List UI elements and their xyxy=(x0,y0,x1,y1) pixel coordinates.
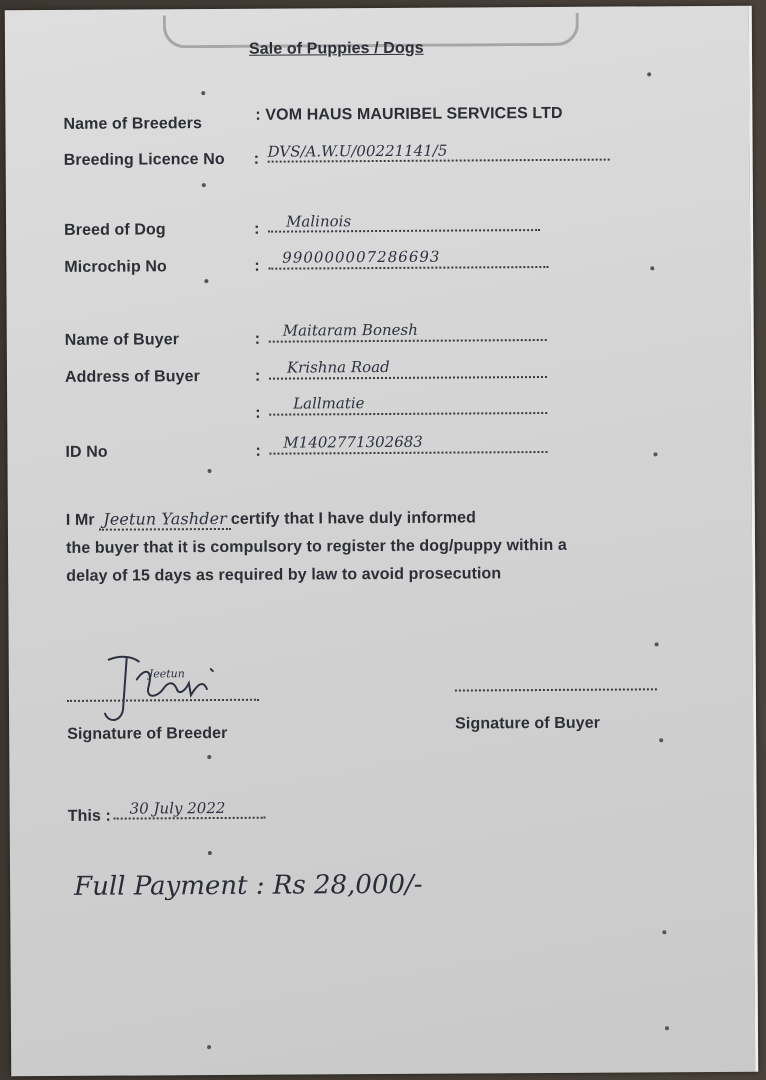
microchip-label: Microchip No xyxy=(64,258,167,276)
breed-value: Malinois xyxy=(285,212,352,231)
certify-line-1 xyxy=(66,502,706,535)
breed-label: Breed of Dog xyxy=(64,221,166,239)
date-dotted-line xyxy=(114,817,266,820)
paper-speck xyxy=(662,930,666,934)
document-sheet xyxy=(5,6,758,1077)
buyer-signature-label: Signature of Buyer xyxy=(455,714,601,733)
buyer-colon: : xyxy=(254,330,261,348)
address-label: Address of Buyer xyxy=(64,368,201,386)
paper-speck xyxy=(204,279,208,283)
microchip-value: 990000007286693 xyxy=(282,247,441,267)
certification-paragraph xyxy=(66,502,707,591)
paper-speck xyxy=(665,1026,669,1030)
id-value: M1402771302683 xyxy=(283,432,423,452)
breeder-signature-label: Signature of Breeder xyxy=(67,724,228,743)
paper-speck xyxy=(207,1045,211,1049)
payment-note: Full Payment : Rs 28,000/- xyxy=(74,869,423,902)
id-label: ID No xyxy=(65,443,108,461)
document-title: Sale of Puppies / Dogs xyxy=(248,39,424,58)
breeder-signature-text: Jeetun xyxy=(148,667,185,681)
licence-colon: : xyxy=(253,150,260,168)
paper-speck xyxy=(659,738,663,742)
address-colon-2: : xyxy=(255,404,261,422)
paper-speck xyxy=(201,91,205,95)
buyer-signature-line xyxy=(455,688,657,691)
buyer-dotted-line xyxy=(269,339,547,343)
breeder-label: Name of Breeders xyxy=(63,115,203,133)
address-dotted-line-1 xyxy=(269,376,547,380)
buyer-label: Name of Buyer xyxy=(64,331,180,349)
id-colon: : xyxy=(255,442,261,460)
certify-suffix: certify that I have duly informed xyxy=(230,509,477,528)
address-value-2: Lallmatie xyxy=(293,394,365,413)
address-colon: : xyxy=(254,367,261,385)
breed-colon: : xyxy=(254,220,260,238)
certify-prefix: I Mr xyxy=(65,511,95,529)
address-value-1: Krishna Road xyxy=(286,357,390,377)
licence-label: Breeding Licence No xyxy=(63,150,225,169)
paper-speck xyxy=(653,452,657,456)
date-value: 30 July 2022 xyxy=(129,798,226,818)
paper-speck xyxy=(207,755,211,759)
breed-dotted-line xyxy=(268,229,540,233)
certify-line-2: the buyer that it is compulsory to register the dog/puppy within a xyxy=(65,536,567,557)
microchip-dotted-line xyxy=(268,266,548,270)
id-dotted-line xyxy=(269,451,547,455)
paper-speck xyxy=(647,72,651,76)
paper-speck xyxy=(208,851,212,855)
address-dotted-line-2 xyxy=(269,412,547,416)
breeder-signature-scribble xyxy=(79,649,249,730)
certify-line-3: delay of 15 days as required by law to avoid prosecution xyxy=(66,565,502,585)
licence-value: DVS/A.W.U/00221141/5 xyxy=(267,141,448,161)
paper-speck xyxy=(208,469,212,473)
date-label: This : xyxy=(67,807,111,825)
certify-name: Jeetun Yashder xyxy=(99,509,231,531)
buyer-value: Maitaram Bonesh xyxy=(282,320,418,340)
paper-speck xyxy=(650,266,654,270)
paper-speck xyxy=(655,642,659,646)
paper-speck xyxy=(202,183,206,187)
breeder-value: : VOM HAUS MAURIBEL SERVICES LTD xyxy=(255,104,563,124)
microchip-colon: : xyxy=(254,257,260,275)
